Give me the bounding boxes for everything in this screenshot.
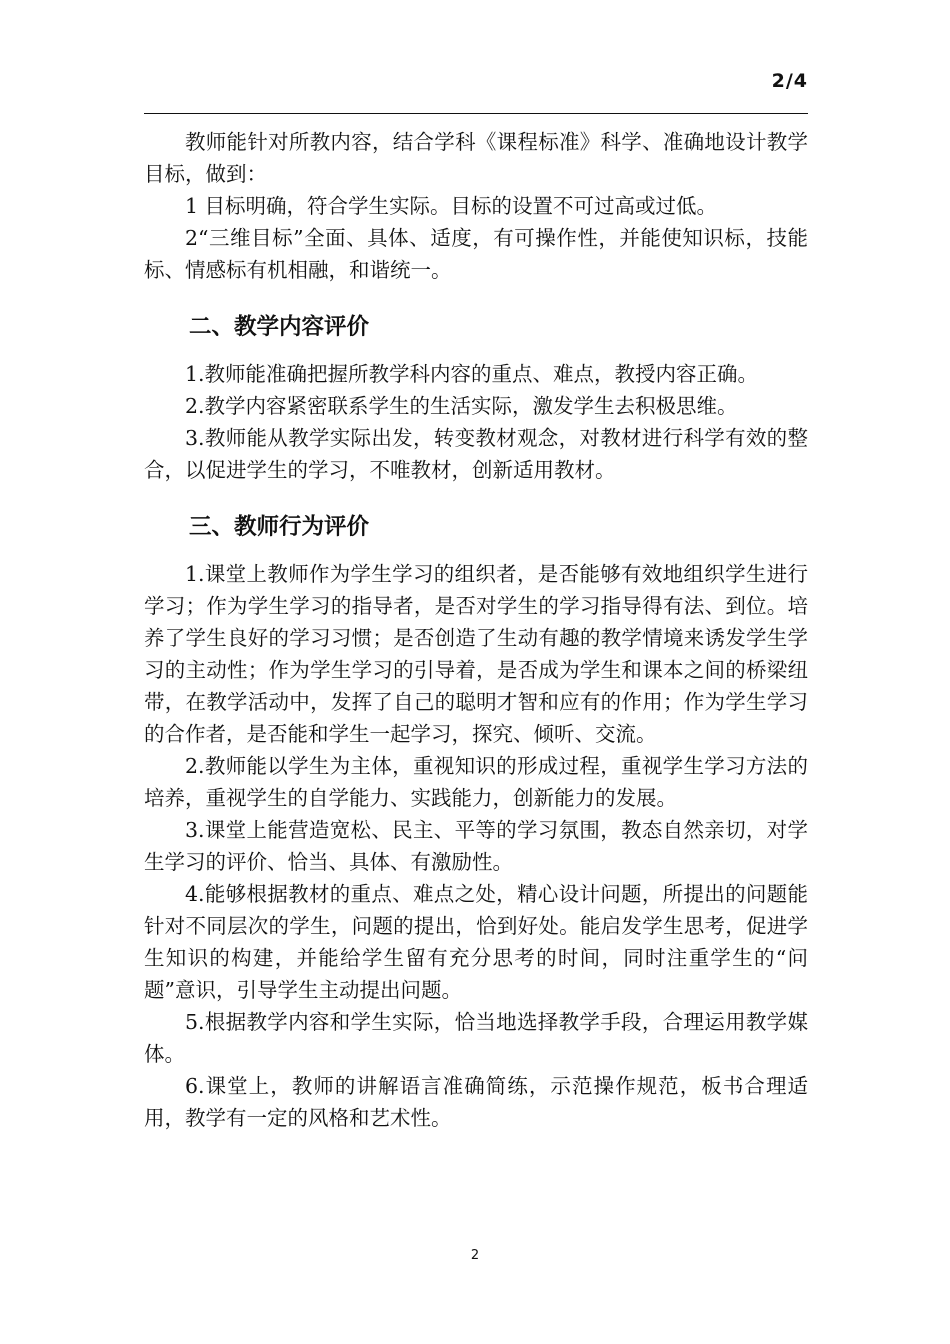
paragraph: 4.能够根据教材的重点、难点之处，精心设计问题，所提出的问题能针对不同层次的学生，问题的提出，恰到好处。能启发学生思考，促进学生知识的构建，并能给学生留有充分思考的时间，同时注重学生的“问题”意识，引导学生主动提出问题。 <box>144 882 808 1002</box>
paragraph: 教师能针对所教内容，结合学科《课程标准》科学、准确地设计教学目标，做到： <box>144 130 808 186</box>
paragraph: 3.课堂上能营造宽松、民主、平等的学习氛围，教态自然亲切，对学生学习的评价、恰当、具体、有激励性。 <box>144 818 808 874</box>
header-page-indicator: 2/4 <box>771 70 808 92</box>
paragraph: 5.根据教学内容和学生实际，恰当地选择教学手段，合理运用教学媒体。 <box>144 1010 808 1066</box>
paragraph: 6.课堂上，教师的讲解语言准确简练，示范操作规范，板书合理适用，教学有一定的风格和艺术性。 <box>144 1074 808 1130</box>
section-heading: 三、教师行为评价 <box>189 514 370 540</box>
footer-page-number: 2 <box>470 1248 480 1263</box>
paragraph: 1.教师能准确把握所教学科内容的重点、难点，教授内容正确。 <box>185 362 759 386</box>
paragraph: 2.教学内容紧密联系学生的生活实际，激发学生去积极思维。 <box>185 394 738 418</box>
section-heading: 二、教学内容评价 <box>189 314 370 340</box>
paragraph: 1 目标明确，符合学生实际。目标的设置不可过高或过低。 <box>185 194 718 218</box>
paragraph: 3.教师能从教学实际出发，转变教材观念，对教材进行科学有效的整合，以促进学生的学习，不唯教材，创新适用教材。 <box>144 426 808 482</box>
paragraph: 2.教师能以学生为主体，重视知识的形成过程，重视学生学习方法的培养，重视学生的自学能力、实践能力，创新能力的发展。 <box>144 754 808 810</box>
header-rule <box>144 113 808 114</box>
paragraph: 1.课堂上教师作为学生学习的组织者，是否能够有效地组织学生进行学习；作为学生学习的指导者，是否对学生的学习指导得有法、到位。培养了学生良好的学习习惯；是否创造了生动有趣的教学情境来诱发学生学习的主动性；作为学生学习的引导着，是否成为学生和课本之间的桥梁纽带，在教学活动中，发挥了自己的聪明才智和应有的作用；作为学生学习的合作者，是否能和学生一起学习，探究、倾听、交流。 <box>144 562 808 746</box>
paragraph: 2“三维目标”全面、具体、适度，有可操作性，并能使知识标，技能标、情感标有机相融，和谐统一。 <box>144 226 808 282</box>
page-body <box>144 126 808 1134</box>
